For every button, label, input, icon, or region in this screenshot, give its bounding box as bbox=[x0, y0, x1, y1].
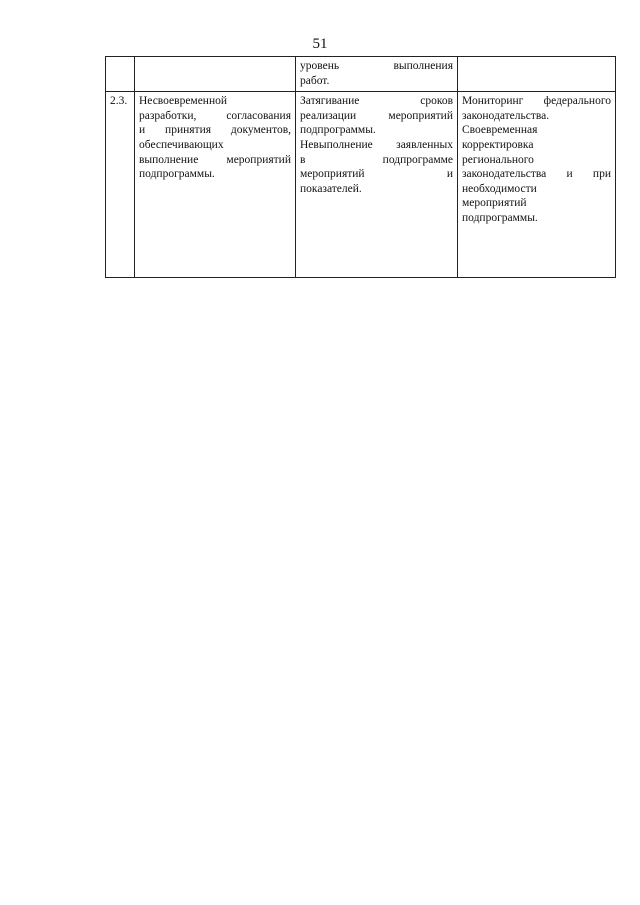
text-line: Невыполнение заявленных bbox=[300, 138, 453, 151]
text-line: законодательства и при bbox=[462, 168, 611, 181]
text-line: мероприятий и bbox=[300, 168, 453, 181]
cell-num bbox=[106, 57, 135, 92]
text-line: Несвоевременной bbox=[139, 95, 228, 108]
text-line: подпрограммы. bbox=[462, 211, 538, 224]
text-line: необходимости bbox=[462, 182, 537, 195]
text-line: работ. bbox=[300, 74, 330, 87]
cell-consequence bbox=[296, 57, 458, 92]
text-line: выполнение мероприятий bbox=[139, 153, 291, 166]
page-number: 51 bbox=[312, 36, 328, 52]
text-line: Затягивание сроков bbox=[300, 95, 453, 108]
cell-measures bbox=[458, 57, 616, 92]
risk-table bbox=[105, 56, 616, 278]
text-line: обеспечивающих bbox=[139, 138, 224, 151]
text-line: подпрограммы. bbox=[139, 168, 215, 181]
cell-risk bbox=[135, 57, 296, 92]
text-line: разработки, согласования bbox=[139, 109, 291, 122]
text-line: в подпрограмме bbox=[300, 153, 453, 166]
cell-risk bbox=[135, 92, 296, 278]
text-line: корректировка bbox=[462, 138, 534, 151]
text-line: показателей. bbox=[300, 182, 362, 195]
cell-num: 2.3. bbox=[106, 92, 135, 278]
text-line: подпрограммы. bbox=[300, 124, 376, 137]
table-row-continuation bbox=[106, 57, 616, 92]
text-line: законодательства. bbox=[462, 109, 550, 122]
text-line: регионального bbox=[462, 153, 534, 166]
text-line: Мониторинг федерального bbox=[462, 95, 611, 108]
text-line: реализации мероприятий bbox=[300, 109, 453, 122]
text-line: и принятия документов, bbox=[139, 124, 291, 137]
table-row-2-3 bbox=[106, 92, 616, 278]
cell-measures bbox=[458, 92, 616, 278]
text-line: уровень выполнения bbox=[300, 60, 453, 72]
cell-consequence bbox=[296, 92, 458, 278]
text-line: Своевременная bbox=[462, 124, 538, 137]
text-line: мероприятий bbox=[462, 197, 527, 210]
